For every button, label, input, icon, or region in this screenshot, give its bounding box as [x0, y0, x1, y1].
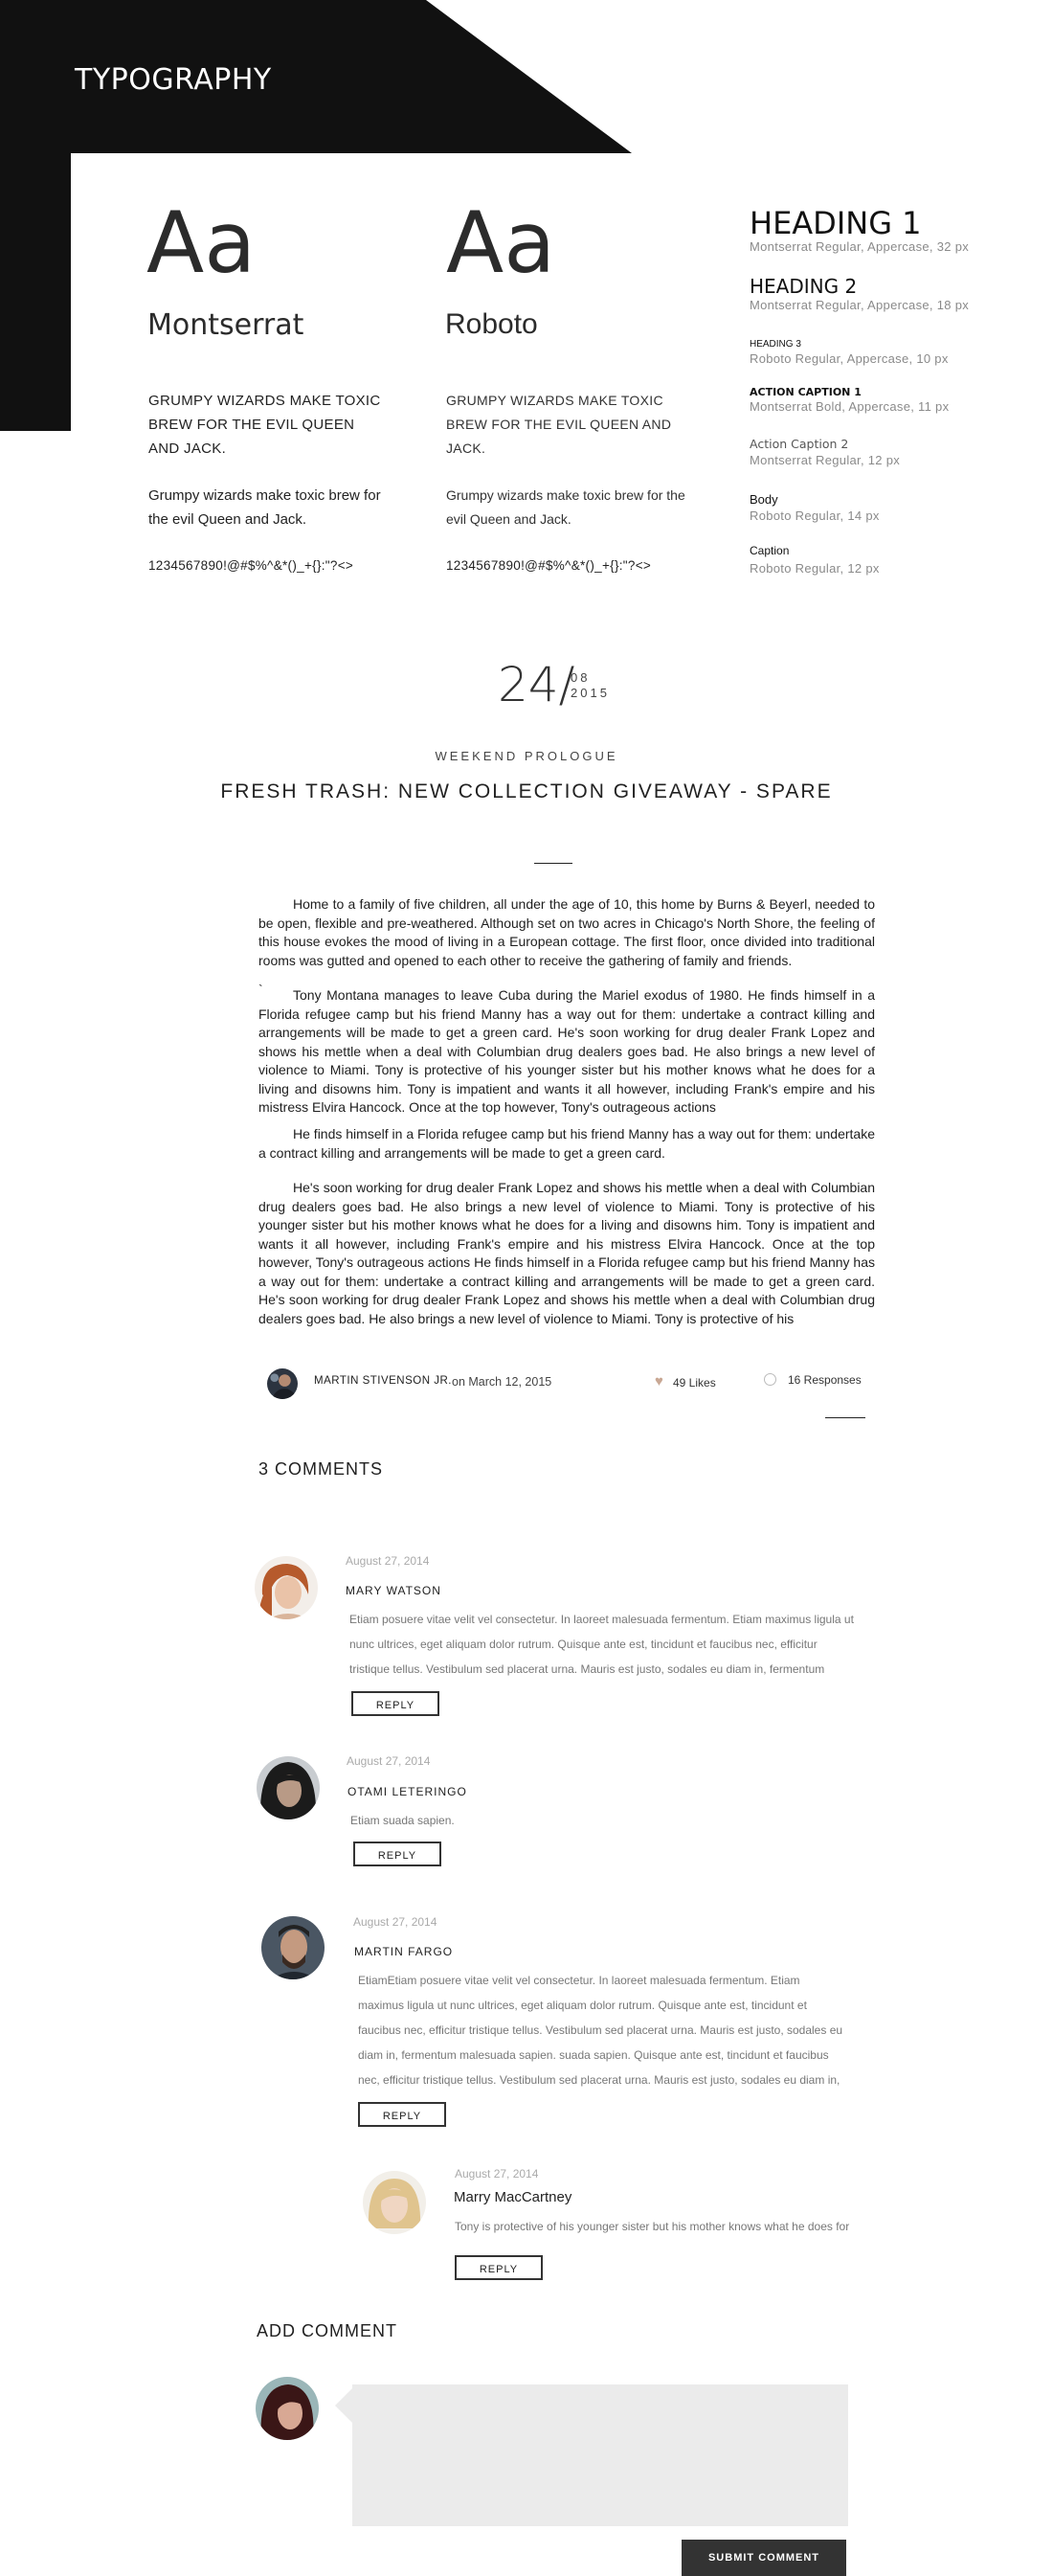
current-user-avatar	[256, 2377, 319, 2440]
post-date: on March 12, 2015	[452, 1375, 552, 1389]
comment-bubble-icon[interactable]	[764, 1373, 776, 1386]
author-avatar	[267, 1368, 298, 1399]
comment-text: Tony is protective of his younger sister but his mother knows what he does for	[455, 2220, 850, 2233]
comment-box-pointer	[335, 2388, 352, 2423]
avatar	[255, 1556, 318, 1619]
style-action-caption-1: ACTION CAPTION 1	[750, 386, 862, 398]
font-sample-montserrat: Aa	[146, 193, 257, 292]
avatar	[363, 2171, 426, 2234]
comment-author: Marry MacCartney	[454, 2189, 572, 2205]
specimen-glyphs: 1234567890!@#$%^&*()_+{}:"?<>	[446, 558, 652, 573]
style-heading-1: HEADING 1	[750, 205, 922, 241]
title-divider	[534, 863, 572, 864]
submit-comment-button[interactable]: SUBMIT COMMENT	[682, 2540, 846, 2576]
stray-mark: `	[258, 982, 263, 997]
avatar	[261, 1916, 325, 1979]
article-title: FRESH TRASH: NEW COLLECTION GIVEAWAY - SPARE	[220, 780, 833, 802]
font-name-montserrat: Montserrat	[147, 308, 304, 342]
style-caption: Caption	[750, 544, 790, 557]
article-kicker: WEEKEND PROLOGUE	[435, 749, 618, 763]
page-title: TYPOGRAPHY	[75, 63, 272, 97]
article-month: 08	[571, 670, 591, 685]
style-heading-2-spec: Montserrat Regular, Appercase, 18 px	[750, 298, 970, 312]
avatar	[257, 1756, 320, 1819]
article-paragraph: He's soon working for drug dealer Frank Lopez and shows his mettle when a deal with Columbian drug dealers goes bad. He also brings a new level of violence to Miami. Tony is protective of his younger sister but his mother knows what he does for a living and disowns him. Tony is impatient and wants it all however, including Frank's empire and his mistress Elvira Hancock. Once at the top however, Tony's outrageous actions He finds himself in a Florida refugee camp but his friend Manny has a way out for them: undertake a contract killing and arrangements will be made to get a green card. He's soon working for drug dealer Frank Lopez and shows his mettle when a deal with Columbian drug dealers goes bad. He also brings a new level of violence to Miami. Tony is protective of his	[258, 1180, 875, 1326]
comment-date: August 27, 2014	[353, 1915, 437, 1929]
style-heading-2: HEADING 2	[750, 275, 858, 298]
style-heading-3-spec: Roboto Regular, Appercase, 10 px	[750, 351, 949, 366]
comment-author: OTAMI LETERINGO	[347, 1785, 467, 1798]
style-body: Body	[750, 492, 778, 507]
article-paragraph: Tony Montana manages to leave Cuba during the Mariel exodus of 1980. He finds himself in a Florida refugee camp but his friend Manny has a way out for them: undertake a contract killing and arrangements will be made to get a green card. He's soon working for drug dealer Frank Lopez and shows his mettle when a deal with Columbian drug dealers goes bad. He also brings a new level of violence to Miami. Tony is protective of his younger sister but his mother knows what he does for a living and disowns him. Tony is impatient and wants it all however, including Frank's empire and his mistress Elvira Hancock. Once at the top however, Tony's outrageous actions	[258, 987, 875, 1115]
author-name[interactable]: MARTIN STIVENSON JR.	[314, 1375, 452, 1387]
comment-text: EtiamEtiam posuere vitae velit vel consectetur. In laoreet malesuada fermentum. Etiam maximus ligula ut nunc ultrices, eget aliquam dolor rutrum. Quisque ante est, tincidunt et faucibus nec, efficitur tristique tellus. Vestibulum sed placerat urna. Mauris est justo, sodales eu diam in, fermentum malesuada sapien. suada sapien. Quisque ante est, tincidunt et faucibus nec, efficitur tristique tellus. Vestibulum sed placerat urna. Mauris est justo, sodales eu diam in,	[358, 1974, 843, 2087]
reply-button[interactable]: REPLY	[358, 2102, 446, 2127]
responses-count[interactable]: 16 Responses	[788, 1373, 862, 1387]
style-action-caption-1-spec: Montserrat Bold, Appercase, 11 px	[750, 399, 950, 414]
comment-text: Etiam posuere vitae velit vel consectetur. In laoreet malesuada fermentum. Etiam maximus ligula ut nunc ultrices, eget aliquam dolor rutrum. Quisque ante est, tincidunt et faucibus nec, efficitur tristique tellus. Vestibulum sed placerat urna. Mauris est justo, sodales eu diam in, fermentum	[349, 1613, 854, 1676]
comment-date: August 27, 2014	[347, 1754, 431, 1768]
style-body-spec: Roboto Regular, 14 px	[750, 508, 880, 523]
comments-title: 3 COMMENTS	[258, 1459, 384, 1479]
style-heading-3: HEADING 3	[750, 339, 801, 350]
font-sample-roboto: Aa	[446, 193, 556, 292]
article-year: 2015	[571, 686, 610, 700]
article-paragraph: He finds himself in a Florida refugee camp but his friend Manny has a way out for them: undertake a contract killing and arrangements will be made to get a green card.	[258, 1126, 875, 1161]
style-action-caption-2-spec: Montserrat Regular, 12 px	[750, 453, 901, 467]
specimen-lowercase: Grumpy wizards make toxic brew for the evil Queen and Jack.	[446, 487, 685, 527]
meta-divider	[825, 1417, 865, 1418]
style-action-caption-2: Action Caption 2	[750, 437, 849, 451]
article-day: 24/	[498, 657, 575, 712]
comment-date: August 27, 2014	[455, 2167, 539, 2181]
specimen-glyphs: 1234567890!@#$%^&*()_+{}:"?<>	[148, 558, 354, 573]
reply-button[interactable]: REPLY	[351, 1691, 439, 1716]
reply-button[interactable]: REPLY	[353, 1842, 441, 1866]
article-paragraph: Home to a family of five children, all under the age of 10, this home by Burns & Beyerl, needed to be open, flexible and pre-weathered. Although set on two acres in Chicago's North Shore, the feeling of this house evokes the mood of living in a European cottage. The first floor, once divided into traditional rooms was gutted and opened to each other to receive the gathering of family and friends.	[258, 896, 875, 968]
specimen-uppercase: GRUMPY WIZARDS MAKE TOXIC BREW FOR THE EVIL QUEEN AND JACK.	[148, 393, 381, 457]
comment-date: August 27, 2014	[346, 1554, 430, 1568]
likes-count[interactable]: 49 Likes	[673, 1376, 716, 1390]
comment-input[interactable]	[352, 2384, 848, 2526]
heart-icon[interactable]: ♥	[655, 1373, 663, 1390]
reply-button[interactable]: REPLY	[455, 2255, 543, 2280]
font-name-roboto: Roboto	[445, 308, 538, 340]
comment-author: MARY WATSON	[346, 1584, 441, 1597]
specimen-uppercase: GRUMPY WIZARDS MAKE TOXIC BREW FOR THE EVIL QUEEN AND JACK.	[446, 393, 672, 456]
specimen-lowercase: Grumpy wizards make toxic brew for the evil Queen and Jack.	[148, 487, 381, 528]
style-heading-1-spec: Montserrat Regular, Appercase, 32 px	[750, 239, 970, 254]
comment-text: Etiam suada sapien.	[350, 1814, 455, 1827]
comment-author: MARTIN FARGO	[354, 1945, 454, 1958]
style-caption-spec: Roboto Regular, 12 px	[750, 561, 880, 576]
add-comment-title: ADD COMMENT	[257, 2321, 397, 2340]
